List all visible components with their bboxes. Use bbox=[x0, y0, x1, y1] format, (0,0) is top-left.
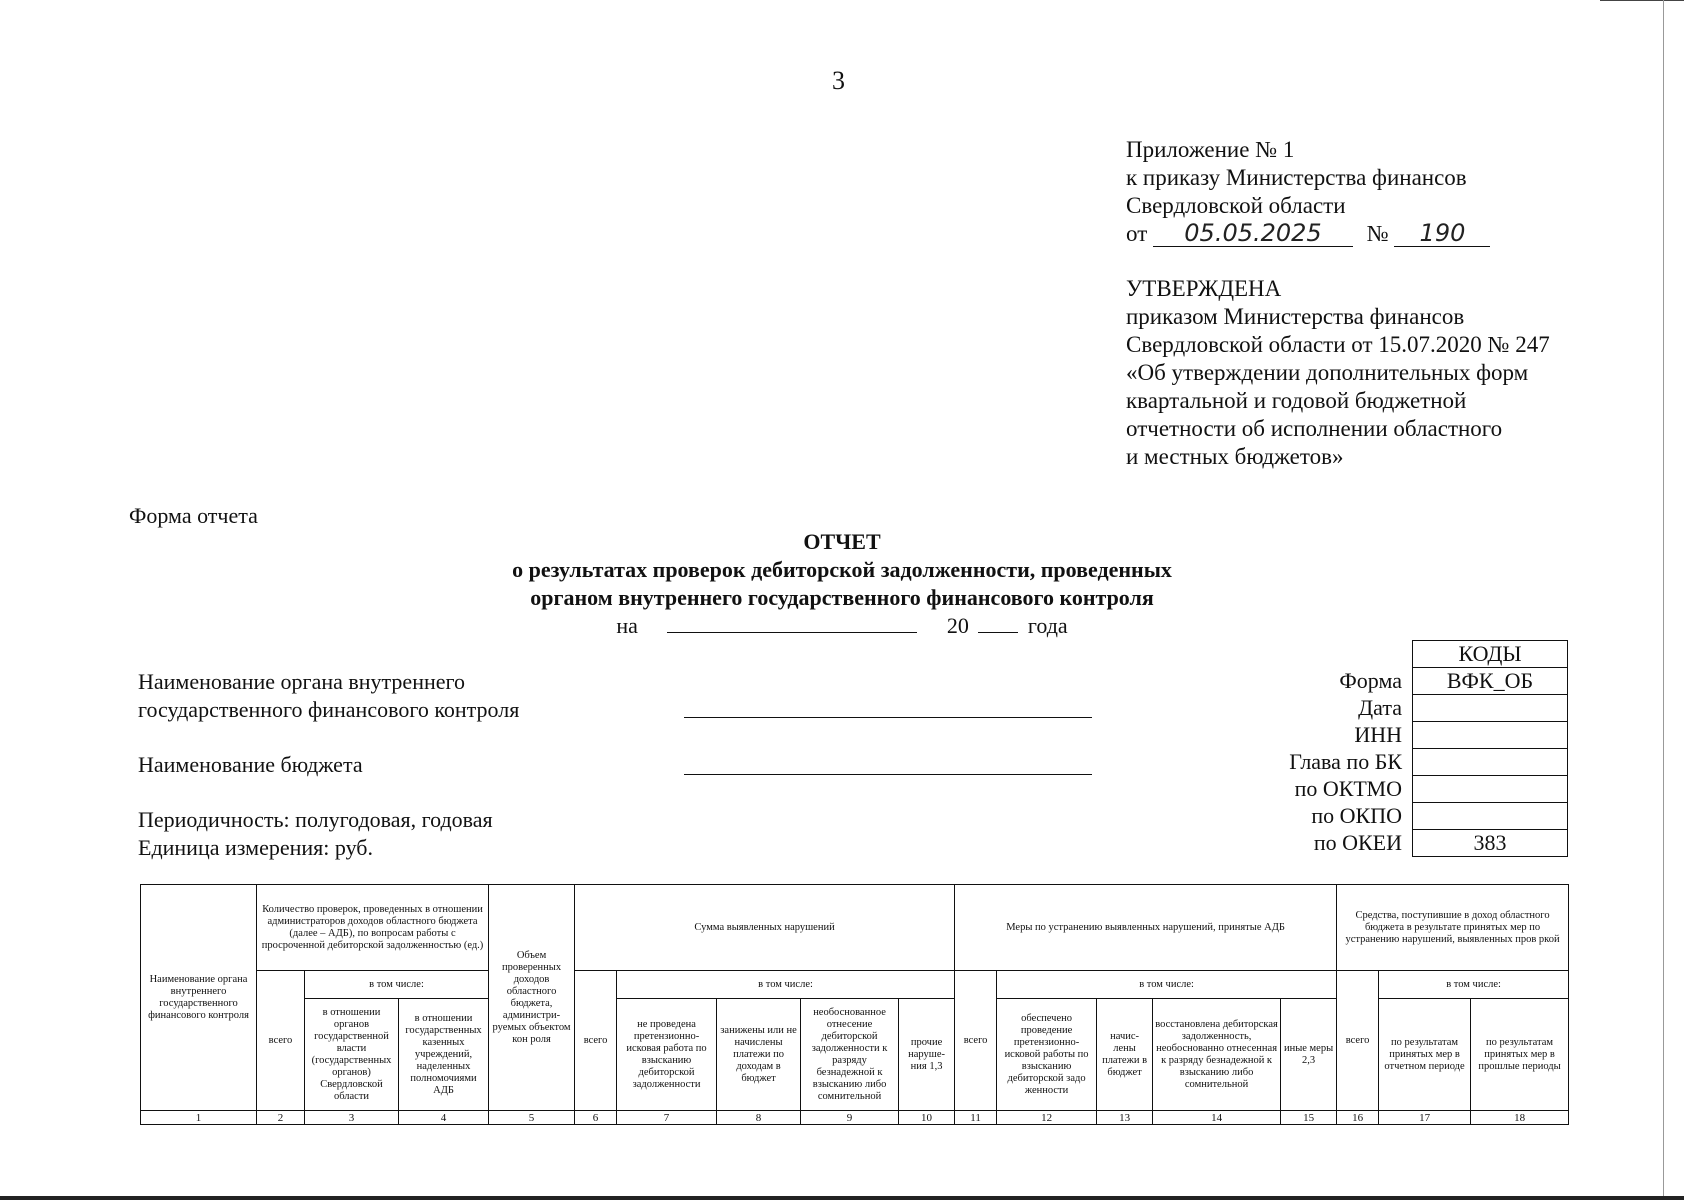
header-in-that-number: в том числе: bbox=[305, 971, 489, 999]
organ-label-line1: Наименование органа внутреннего bbox=[138, 669, 465, 694]
header-col-7: не проведена претензионно-исковая работа по взысканию дебиторской задолженности bbox=[617, 999, 717, 1111]
budget-label: Наименование бюджета bbox=[138, 752, 363, 777]
date-prefix: на bbox=[616, 613, 638, 638]
organ-label-line2: государственного финансового контроля bbox=[138, 697, 520, 722]
column-number: 4 bbox=[399, 1111, 489, 1125]
header-volume: Объем проверенных доходов областного бюджета, администри-руемых объектом кон роля bbox=[489, 885, 575, 1111]
code-value bbox=[1413, 695, 1568, 722]
column-number: 1 bbox=[141, 1111, 257, 1125]
header-col-12: обеспечено проведение претензионно-исковой работы по взысканию дебиторской задо женности bbox=[997, 999, 1097, 1111]
column-number: 13 bbox=[1097, 1111, 1153, 1125]
annex-date-row bbox=[1126, 220, 1490, 248]
report-title: ОТЧЕТ bbox=[803, 529, 881, 554]
column-number: 10 bbox=[899, 1111, 955, 1125]
year-prefix: 20 bbox=[946, 613, 969, 638]
code-value: 383 bbox=[1413, 830, 1568, 857]
approved-line: квартальной и годовой бюджетной bbox=[1126, 388, 1467, 413]
approved-block bbox=[1126, 275, 1550, 471]
column-number: 16 bbox=[1337, 1111, 1379, 1125]
report-subtitle-line2: органом внутреннего государственного финансового контроля bbox=[530, 585, 1154, 610]
report-date-line bbox=[0, 612, 1684, 639]
code-value bbox=[1413, 722, 1568, 749]
header-col-15: иные меры 2,3 bbox=[1281, 999, 1337, 1111]
code-label: по ОКЕИ bbox=[1313, 830, 1402, 855]
approved-heading: УТВЕРЖДЕНА bbox=[1126, 276, 1282, 301]
report-table bbox=[140, 884, 1569, 1125]
header-measures-group: Меры по устранению выявленных нарушений, принятые АДБ bbox=[955, 885, 1337, 971]
header-col-13: начис-лены платежи в бюджет bbox=[1097, 999, 1153, 1111]
annex-number-handwritten: 190 bbox=[1394, 220, 1490, 247]
header-funds-group: Средства, поступившие в доход областного бюджета в результате принятых мер по устранению нарушений, выявленных пров ркой bbox=[1337, 885, 1569, 971]
header-col-4: в отношении государственных казенных учреждений, наделенных полномочиями АДБ bbox=[399, 999, 489, 1111]
scan-edge-bottom bbox=[0, 1196, 1684, 1200]
code-label: Форма bbox=[1339, 668, 1402, 693]
code-label: Глава по БК bbox=[1289, 749, 1402, 774]
annex-line3: Свердловской области bbox=[1126, 193, 1346, 218]
annex-line1: Приложение № 1 bbox=[1126, 137, 1295, 162]
page-number: 3 bbox=[832, 66, 845, 95]
column-number: 18 bbox=[1471, 1111, 1569, 1125]
year-suffix: года bbox=[1027, 613, 1068, 638]
header-in-that-number: в том числе: bbox=[1379, 971, 1569, 999]
annex-date-prefix: от bbox=[1126, 221, 1148, 246]
header-col-14: восстановлена дебиторская задолженность, необоснованно отнесенная к разряду безнадежной к взысканию либо сомнительной bbox=[1153, 999, 1281, 1111]
form-label: Форма отчета bbox=[129, 503, 258, 528]
approved-line: Свердловской области от 15.07.2020 № 247 bbox=[1126, 332, 1550, 357]
header-total: всего bbox=[257, 971, 305, 1111]
approved-line: отчетности об исполнении областного bbox=[1126, 416, 1503, 441]
header-total: всего bbox=[575, 971, 617, 1111]
unit-label: Единица измерения: руб. bbox=[138, 835, 373, 860]
report-subtitle-line1: о результатах проверок дебиторской задолженности, проведенных bbox=[512, 557, 1172, 582]
annex-block bbox=[1126, 136, 1490, 248]
header-col-17: по результатам принятых мер в отчетном периоде bbox=[1379, 999, 1471, 1111]
column-number: 12 bbox=[997, 1111, 1097, 1125]
approved-line: приказом Министерства финансов bbox=[1126, 304, 1465, 329]
date-blank bbox=[667, 612, 917, 633]
header-violations-group: Сумма выявленных нарушений bbox=[575, 885, 955, 971]
column-number: 11 bbox=[955, 1111, 997, 1125]
code-value bbox=[1413, 749, 1568, 776]
organ-fill-line bbox=[684, 717, 1092, 718]
column-number: 3 bbox=[305, 1111, 399, 1125]
column-number: 7 bbox=[617, 1111, 717, 1125]
approved-line: «Об утверждении дополнительных форм bbox=[1126, 360, 1529, 385]
column-number: 14 bbox=[1153, 1111, 1281, 1125]
column-number: 15 bbox=[1281, 1111, 1337, 1125]
approved-line: и местных бюджетов» bbox=[1126, 444, 1344, 469]
annex-number-prefix: № bbox=[1366, 221, 1389, 246]
header-total: всего bbox=[955, 971, 997, 1111]
budget-fill-line bbox=[684, 774, 1092, 775]
codes-header: КОДЫ bbox=[1413, 641, 1568, 668]
code-label: по ОКПО bbox=[1311, 803, 1402, 828]
annex-date-handwritten: 05.05.2025 bbox=[1153, 220, 1353, 247]
annex-line2: к приказу Министерства финансов bbox=[1126, 165, 1467, 190]
code-label: ИНН bbox=[1354, 722, 1402, 747]
header-checks-group: Количество проверок, проведенных в отношении администраторов доходов областного бюджета (далее – АДБ), по вопросам работы с просроченной дебиторской задолженностью (ед.) bbox=[257, 885, 489, 971]
header-col-18: по результатам принятых мер в прошлые периоды bbox=[1471, 999, 1569, 1111]
code-label: по ОКТМО bbox=[1294, 776, 1402, 801]
header-col-3: в отношении органов государственной власти (государственных органов) Свердловской области bbox=[305, 999, 399, 1111]
code-label: Дата bbox=[1358, 695, 1402, 720]
column-number: 5 bbox=[489, 1111, 575, 1125]
code-value bbox=[1413, 776, 1568, 803]
header-col-10: прочие наруше-ния 1,3 bbox=[899, 999, 955, 1111]
column-number: 6 bbox=[575, 1111, 617, 1125]
code-value: ВФК_ОБ bbox=[1413, 668, 1568, 695]
column-number: 17 bbox=[1379, 1111, 1471, 1125]
year-blank bbox=[978, 612, 1018, 633]
column-number: 9 bbox=[801, 1111, 899, 1125]
header-in-that-number: в том числе: bbox=[617, 971, 955, 999]
column-number: 8 bbox=[717, 1111, 801, 1125]
header-total: всего bbox=[1337, 971, 1379, 1111]
header-col-9: необоснованное отнесение дебиторской задолженности к разряду безнадежной к взысканию либо сомнительной bbox=[801, 999, 899, 1111]
column-number: 2 bbox=[257, 1111, 305, 1125]
code-value bbox=[1413, 803, 1568, 830]
codes-table bbox=[1283, 640, 1568, 857]
header-col-8: занижены или не начислены платежи по доходам в бюджет bbox=[717, 999, 801, 1111]
periodicity-label: Периодичность: полугодовая, годовая bbox=[138, 807, 493, 832]
header-in-that-number: в том числе: bbox=[997, 971, 1337, 999]
header-organ-name: Наименование органа внутреннего государственного финансового контроля bbox=[141, 885, 257, 1111]
